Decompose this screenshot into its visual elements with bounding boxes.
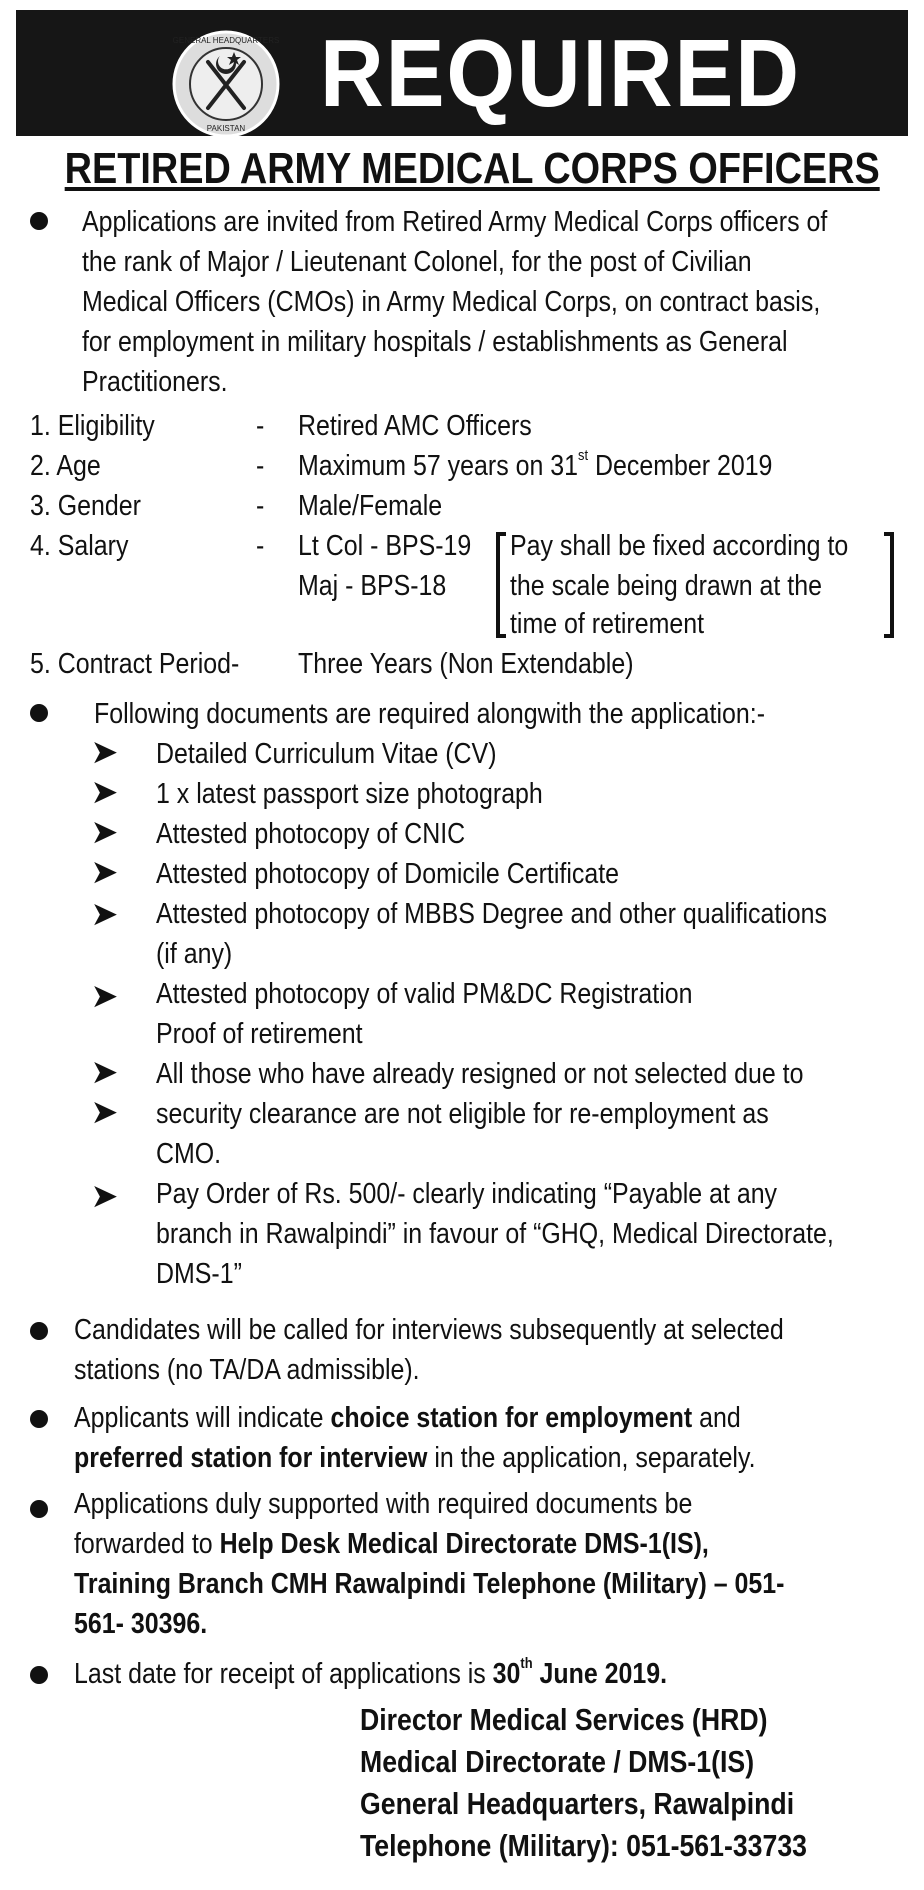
arrow-bullet-icon: ➤ (92, 898, 118, 931)
arrow-bullet-icon: ➤ (92, 1056, 118, 1089)
gender-value: Male/Female (298, 490, 443, 522)
document-item: Attested photocopy of valid PM&DC Registration (156, 978, 693, 1010)
age-value-main: Maximum 57 years on 31 (298, 450, 579, 482)
banner-title: REQUIRED (320, 20, 801, 127)
salary-ltcol: Lt Col - BPS-19 (298, 530, 472, 562)
choice-note-line (74, 1438, 756, 1478)
document-item: 1 x latest passport size photograph (156, 778, 543, 810)
document-item-continued: (if any) (156, 938, 233, 970)
forward-note-line (74, 1524, 709, 1564)
last-date-day: 30 (492, 1658, 521, 1690)
documents-heading: Following documents are required alongwith the application:- (94, 698, 766, 730)
emblem-text-bottom: PAKISTAN (206, 124, 246, 133)
eligibility-label: 1. Eligibility (30, 410, 155, 442)
arrow-bullet-icon: ➤ (92, 1180, 118, 1213)
arrow-bullet-icon: ➤ (92, 816, 118, 849)
document-item: Attested photocopy of MBBS Degree and other qualifications (156, 898, 828, 930)
bullet-icon (30, 212, 48, 230)
document-item-continued: branch in Rawalpindi” in favour of “GHQ, Medical Directorate, (156, 1218, 834, 1250)
dash-separator: - (256, 490, 265, 522)
document-item: Attested photocopy of CNIC (156, 818, 466, 850)
salary-note-line: the scale being drawn at the (510, 570, 822, 602)
signature-line: Director Medical Services (HRD) (360, 1702, 768, 1737)
salary-note-line: time of retirement (510, 608, 705, 640)
contract-label (30, 644, 239, 684)
intro-line: for employment in military hospitals / establishments as General (82, 326, 788, 358)
document-item-continued: CMO. (156, 1138, 222, 1170)
signature-line: Medical Directorate / DMS-1(IS) (360, 1744, 755, 1779)
last-date-line (74, 1654, 667, 1694)
intro-line: Practitioners. (82, 366, 228, 398)
last-date-rest: June 2019. (532, 1658, 668, 1690)
bullet-icon (30, 704, 48, 722)
age-value-sup: st (578, 447, 589, 464)
choice-bold: preferred station for interview (74, 1442, 428, 1474)
bullet-icon (30, 1322, 48, 1340)
forward-note-line: Applications duly supported with required documents be (74, 1488, 693, 1520)
salary-maj: Maj - BPS-18 (298, 570, 447, 602)
dash-separator: - (231, 648, 240, 680)
gender-label: 3. Gender (30, 490, 141, 522)
document-item: Pay Order of Rs. 500/- clearly indicating “Payable at any (156, 1178, 778, 1210)
document-item: security clearance are not eligible for re-employment as (156, 1098, 769, 1130)
salary-note-line: Pay shall be fixed according to (510, 530, 849, 562)
emblem-text-top: GENERAL HEADQUARTERS (172, 36, 280, 45)
interview-note-line: stations (no TA/DA admissible). (74, 1354, 420, 1386)
ghq-emblem (170, 28, 282, 140)
forward-text: forwarded to (74, 1528, 220, 1560)
eligibility-value: Retired AMC Officers (298, 410, 532, 442)
choice-text: Applicants will indicate (74, 1402, 331, 1434)
page-subtitle: RETIRED ARMY MEDICAL CORPS OFFICERS (64, 144, 880, 193)
bullet-icon (30, 1666, 48, 1684)
document-item-continued: DMS-1” (156, 1258, 242, 1290)
interview-note-line: Candidates will be called for interviews subsequently at selected (74, 1314, 784, 1346)
choice-text: in the application, separately. (427, 1442, 756, 1474)
age-value (298, 446, 772, 486)
document-item: Detailed Curriculum Vitae (CV) (156, 738, 497, 770)
last-date-sup: th (520, 1655, 533, 1672)
salary-label: 4. Salary (30, 530, 129, 562)
arrow-bullet-icon: ➤ (92, 980, 118, 1013)
dash-separator: - (256, 530, 265, 562)
dash-separator: - (256, 450, 265, 482)
intro-line: Applications are invited from Retired Army Medical Corps officers of (82, 206, 828, 238)
age-value-rest: December 2019 (588, 450, 773, 482)
contract-label-text: 5. Contract Period (30, 648, 232, 680)
intro-line: Medical Officers (CMOs) in Army Medical Corps, on contract basis, (82, 286, 821, 318)
forward-bold: Help Desk Medical Directorate DMS-1(IS), (219, 1528, 709, 1560)
forward-note-line: Training Branch CMH Rawalpindi Telephone (Military) – 051- (74, 1568, 785, 1600)
intro-line: the rank of Major / Lieutenant Colonel, for the post of Civilian (82, 246, 752, 278)
document-item: Proof of retirement (156, 1018, 363, 1050)
forward-note-line: 561- 30396. (74, 1608, 208, 1640)
dash-separator: - (256, 410, 265, 442)
choice-note-line (74, 1398, 741, 1438)
signature-line: General Headquarters, Rawalpindi (360, 1786, 795, 1821)
bullet-icon (30, 1410, 48, 1428)
arrow-bullet-icon: ➤ (92, 776, 118, 809)
last-date-text: Last date for receipt of applications is (74, 1658, 493, 1690)
arrow-bullet-icon: ➤ (92, 1096, 118, 1129)
document-item: Attested photocopy of Domicile Certificate (156, 858, 620, 890)
arrow-bullet-icon: ➤ (92, 856, 118, 889)
choice-text: and (692, 1402, 741, 1434)
bullet-icon (30, 1500, 48, 1518)
bracket-left (496, 532, 506, 638)
bracket-right (884, 532, 894, 638)
contract-value: Three Years (Non Extendable) (298, 648, 634, 680)
choice-bold: choice station for employment (330, 1402, 693, 1434)
signature-line: Telephone (Military): 051-561-33733 (360, 1828, 807, 1863)
arrow-bullet-icon: ➤ (92, 736, 118, 769)
age-label: 2. Age (30, 450, 101, 482)
document-item: All those who have already resigned or not selected due to (156, 1058, 804, 1090)
